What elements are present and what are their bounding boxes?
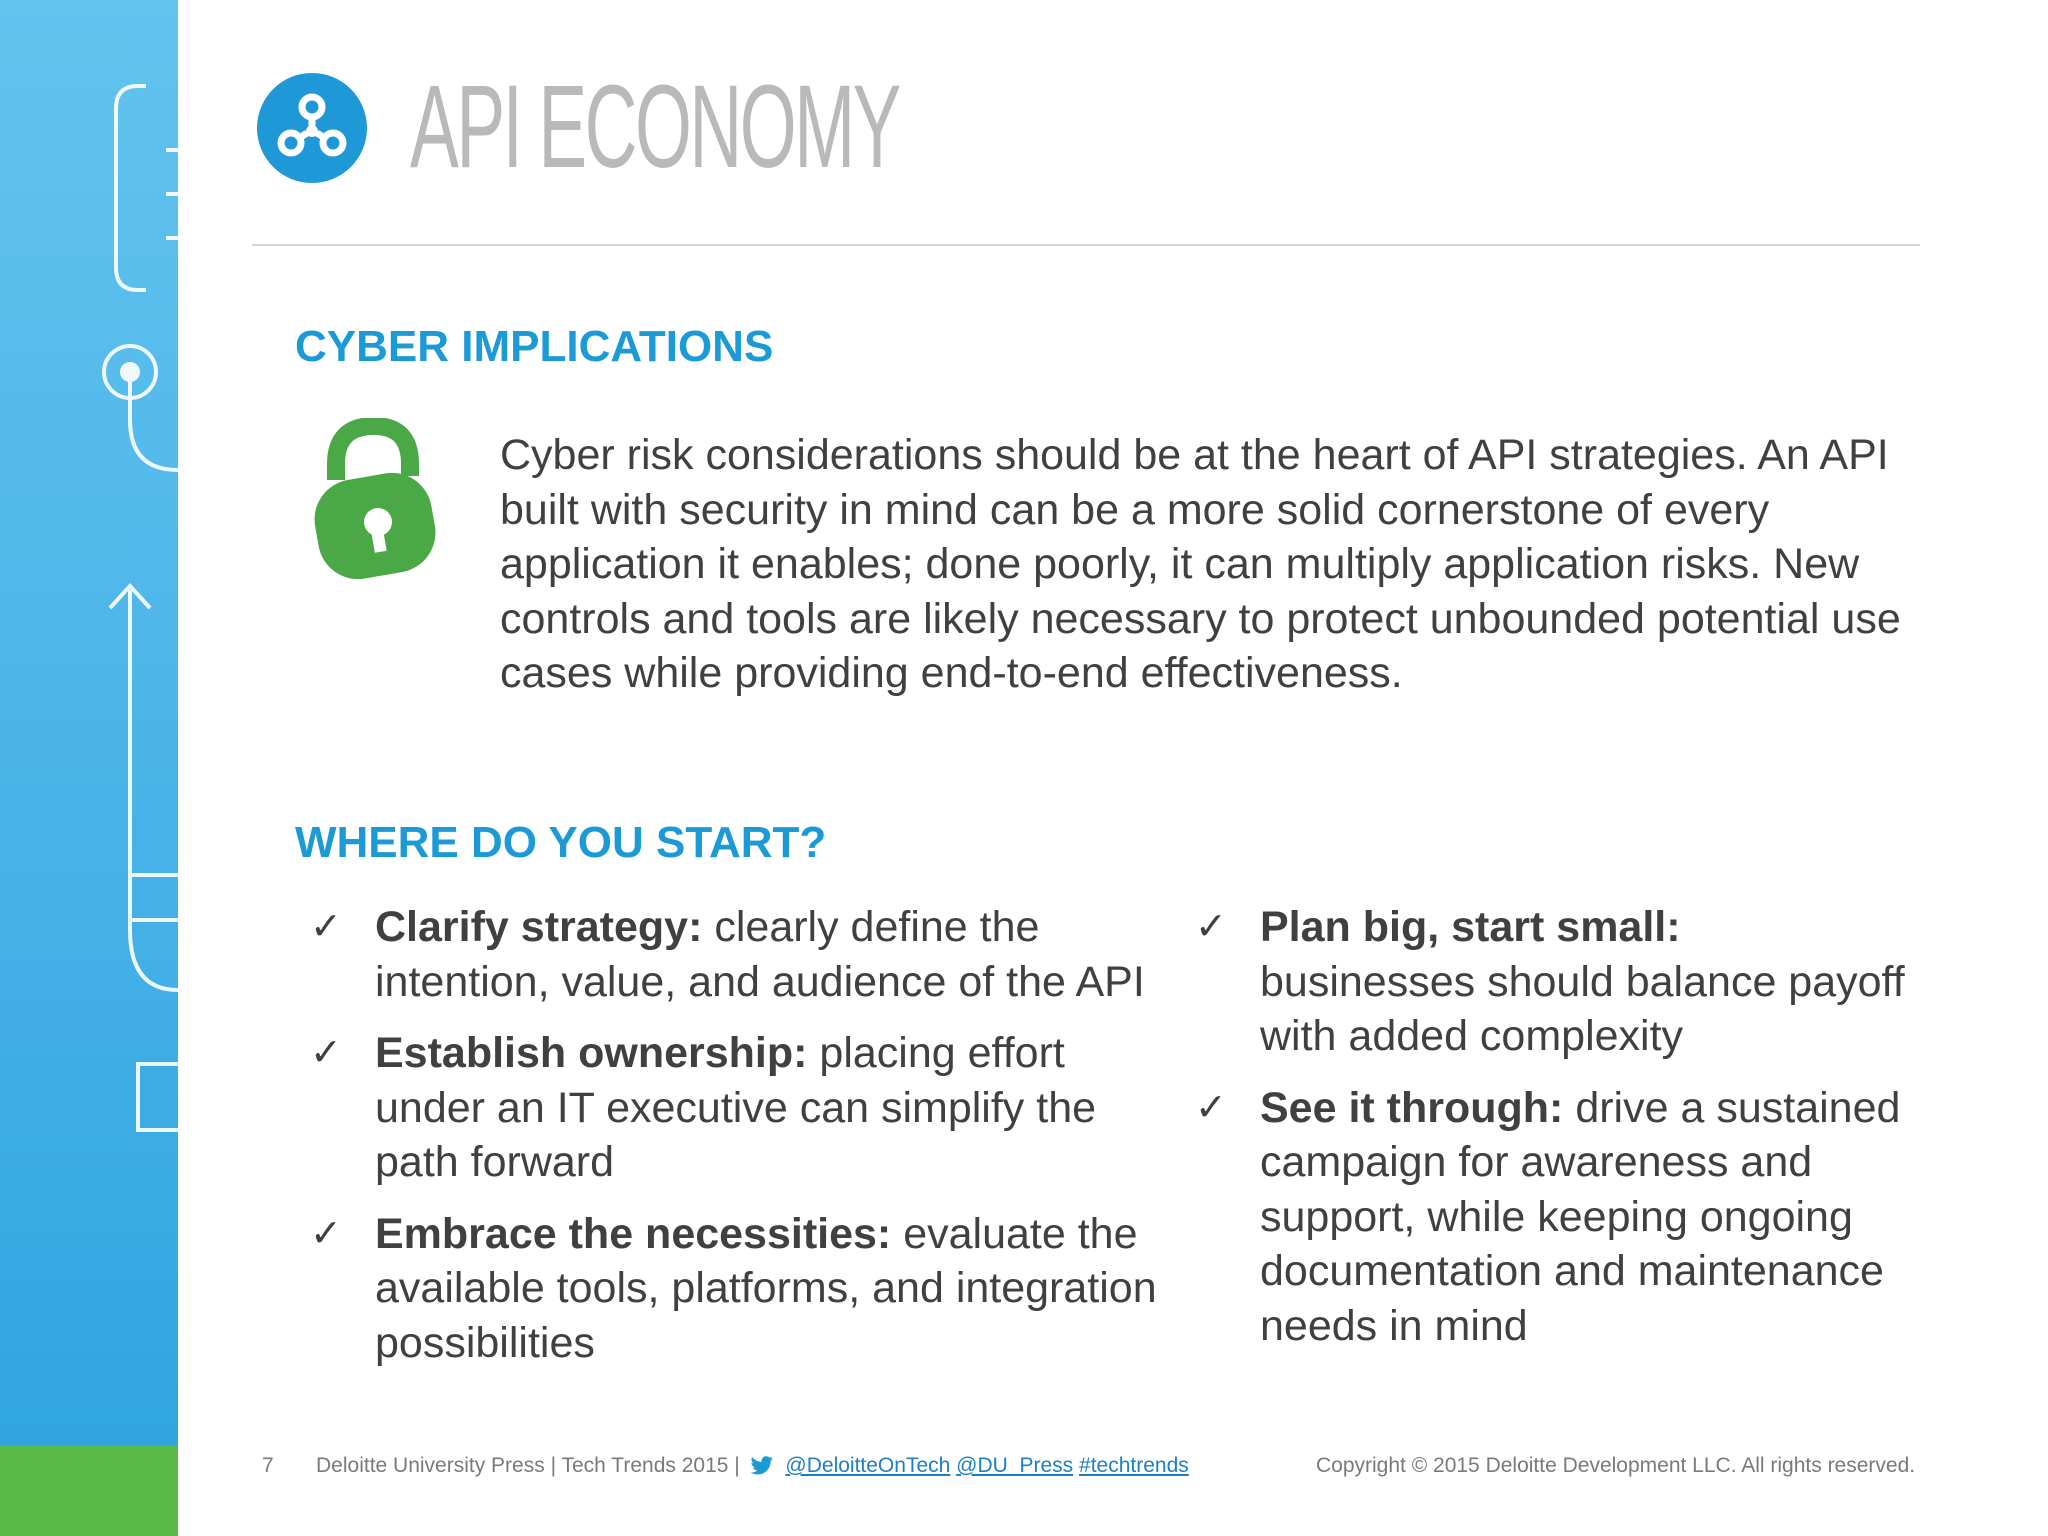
where-to-start-heading: WHERE DO YOU START? xyxy=(295,818,827,867)
page-title: API ECONOMY xyxy=(410,61,899,193)
lock-icon xyxy=(306,418,438,584)
copyright-notice: Copyright © 2015 Deloitte Development LLC. All rights reserved. xyxy=(1316,1454,1916,1477)
item-text: evaluate the available tools, platforms, and integration possibilities xyxy=(375,1209,1157,1367)
checkmark-icon: ✓ xyxy=(1195,906,1227,948)
twitter-icon xyxy=(750,1456,774,1476)
green-accent-block xyxy=(0,1445,178,1536)
list-item xyxy=(310,900,1160,1009)
item-title: Embrace the necessities: xyxy=(375,1209,892,1258)
checklist-left xyxy=(310,900,1160,1387)
list-item xyxy=(1195,1081,1965,1354)
cyber-implications-text: Cyber risk considerations should be at the heart of API strategies. An API built with security in mind can be a more solid cornerstone of every application it enables; done poorly, it can multiply application risks. New controls and tools are likely necessary to protect unbounded potential use cases while providing end-to-end effectiveness. xyxy=(500,431,1901,697)
list-item xyxy=(310,1207,1160,1371)
checklist-right xyxy=(1195,900,1965,1370)
du-press-link[interactable]: @DU_Press xyxy=(956,1454,1074,1477)
cyber-implications-heading: CYBER IMPLICATIONS xyxy=(295,322,774,371)
item-title: Establish ownership: xyxy=(375,1029,808,1077)
checkmark-icon: ✓ xyxy=(310,1032,342,1074)
checkmark-icon: ✓ xyxy=(310,1212,342,1255)
techtrends-hashtag-link[interactable]: #techtrends xyxy=(1079,1454,1189,1477)
checkmark-icon: ✓ xyxy=(1195,1086,1227,1129)
item-title: Clarify strategy: xyxy=(375,903,703,951)
item-text: businesses should balance payoff with added complexity xyxy=(1260,957,1905,1060)
item-text: drive a sustained campaign for awareness and support, while keeping ongoing documentation and maintenance needs in mind xyxy=(1260,1083,1901,1350)
footer-source-text: Deloitte University Press | Tech Trends 2015 | xyxy=(316,1454,740,1477)
api-hub-icon xyxy=(257,73,367,183)
header-divider xyxy=(252,244,1920,246)
item-title: See it through: xyxy=(1260,1083,1564,1132)
decorative-side-strip xyxy=(0,0,178,1536)
item-text: placing effort under an IT executive can simplify the path forward xyxy=(375,1029,1097,1186)
item-title: Plan big, start small: xyxy=(1260,903,1681,951)
footer-source-line xyxy=(316,1452,1189,1480)
list-item xyxy=(310,1026,1160,1190)
checkmark-icon: ✓ xyxy=(310,906,342,948)
page-number: 7 xyxy=(262,1454,274,1477)
circuit-lines-graphic xyxy=(0,0,178,1445)
list-item xyxy=(1195,900,1965,1064)
item-text: clearly define the intention, value, and audience of the API xyxy=(375,903,1145,1006)
deloitteontech-link[interactable]: @DeloitteOnTech xyxy=(785,1454,951,1477)
